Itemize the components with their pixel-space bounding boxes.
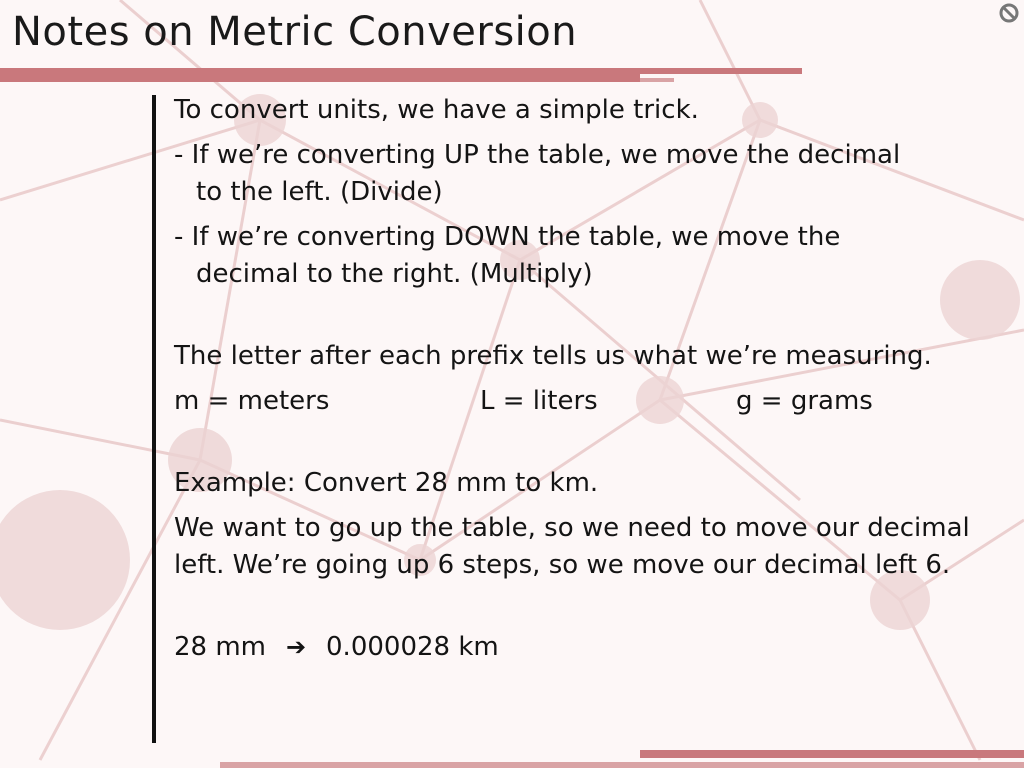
- title-underline-bar-right: [640, 68, 802, 74]
- intro-text: To convert units, we have a simple trick.: [174, 95, 699, 125]
- unit-definitions: [174, 383, 1019, 420]
- unit-meters: m = meters: [174, 386, 330, 416]
- unit-grams: g = grams: [736, 386, 873, 416]
- slide-title: Notes on Metric Conversion: [12, 9, 578, 55]
- spacer: [174, 301, 1019, 338]
- spacer: [174, 428, 1019, 465]
- content-divider-line: [152, 95, 156, 743]
- up-rule-text: - If we’re converting UP the table, we move the decimal to the left. (Divide): [174, 140, 901, 207]
- down-rule-text: - If we’re converting DOWN the table, we move the decimal to the right. (Multiply): [174, 222, 841, 289]
- result-to: 0.000028 km: [326, 632, 499, 662]
- explanation-text: We want to go up the table, so we need to move our decimal left. We’re going up 6 steps, so we move our decimal left 6.: [174, 513, 970, 580]
- unit-liters: L = liters: [480, 386, 598, 416]
- slide-body: [174, 92, 1019, 674]
- result-from: 28 mm: [174, 632, 267, 662]
- example-text: Example: Convert 28 mm to km.: [174, 468, 599, 498]
- spacer: [174, 592, 1019, 629]
- bottom-accent-bar-dark: [640, 750, 1024, 758]
- letter-note-text: The letter after each prefix tells us what we’re measuring.: [174, 341, 932, 371]
- title-underline-bar: [0, 68, 640, 82]
- bottom-accent-bar: [220, 762, 1024, 768]
- no-symbol-icon[interactable]: [998, 2, 1020, 24]
- right-arrow-icon: ➔: [285, 633, 307, 661]
- conversion-result: [174, 629, 1019, 666]
- title-underline-thin-bar: [640, 78, 674, 82]
